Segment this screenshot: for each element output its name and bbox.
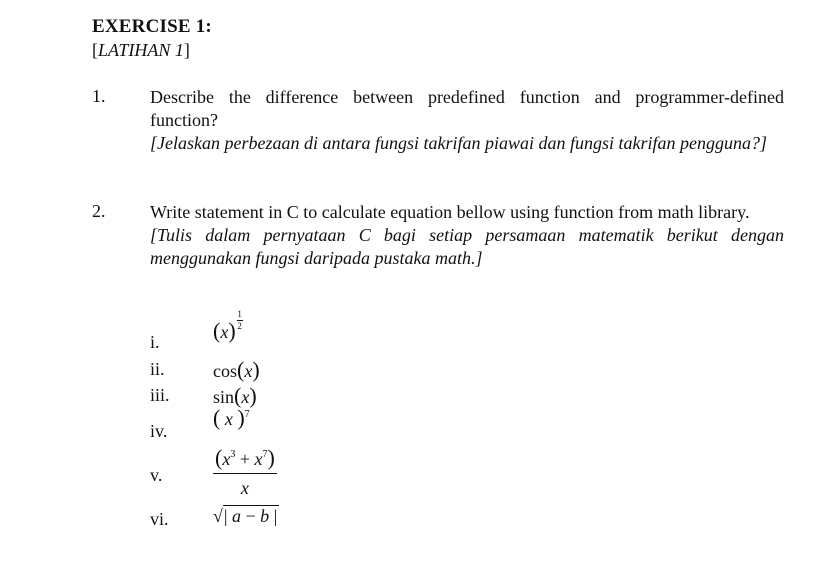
question-2-translation: [Tulis dalam pernyataan C bagi setiap persamaan matematik berikut dengan menggunakan fungsi daripada pustaka math.] (150, 225, 784, 268)
expr-v-exp1: 3 (230, 449, 236, 460)
exp-denominator: 2 (237, 321, 242, 331)
expr-i-exponent (237, 310, 243, 331)
expr-iv-exponent: 7 (244, 409, 250, 420)
subtitle-close-bracket: ] (183, 40, 190, 60)
expr-vi-a: a (232, 506, 241, 526)
expr-v-term2: x (254, 449, 263, 469)
exp-numerator: 1 (237, 309, 242, 319)
expr-vi-radicand: | a − b | (223, 506, 278, 526)
question-2-number: 2. (92, 201, 106, 221)
expr-v-fraction (213, 445, 277, 499)
subtitle-open-bracket: [ (92, 40, 98, 60)
expr-v-term1: x (222, 449, 231, 469)
expr-v-denominator (213, 474, 277, 499)
expr-v (213, 445, 277, 499)
expr-iv: ( x )$^7$ (213, 405, 250, 430)
expr-ii-arg: x (244, 361, 253, 381)
question-1 (150, 86, 784, 155)
sub-item-label-iii: iii. (150, 385, 170, 405)
expr-ii: cos(x) (213, 357, 260, 382)
exercise-title: EXERCISE 1: (92, 16, 212, 37)
sub-item-label-iv: iv. (150, 421, 168, 441)
question-1-text: Describe the difference between predefined function and programmer-defined function? (150, 87, 784, 130)
sub-item-label-ii: ii. (150, 359, 165, 379)
sub-item-label-i: i. (150, 332, 160, 352)
expr-i: $(x)\frac{1}{2}$ (213, 309, 242, 343)
expr-iii-func: sin (213, 387, 235, 407)
sqrt-icon: √ (213, 506, 223, 526)
sub-item-label-v: v. (150, 465, 163, 485)
expr-v-numerator: $(x^3 + x^7)$ (213, 445, 277, 474)
exercise-subtitle (92, 40, 190, 61)
expr-vi (213, 505, 279, 527)
expr-ii-func: cos (213, 361, 237, 381)
question-2 (150, 201, 784, 270)
subtitle-text: LATIHAN 1 (98, 40, 184, 60)
question-1-number: 1. (92, 86, 106, 106)
sub-item-label-vi: vi. (150, 509, 169, 529)
expr-vi-operator: − (245, 506, 256, 526)
expr-i-base: x (220, 322, 229, 342)
expr-v-exp2: 7 (262, 449, 268, 460)
question-1-translation: [Jelaskan perbezaan di antara fungsi takrifan piawai dan fungsi takrifan pengguna?] (150, 133, 767, 153)
expr-iv-base: x (224, 409, 233, 429)
expr-iii: sin(x) (213, 383, 257, 408)
expr-v-denominator-var: x (240, 478, 249, 498)
expr-vi-b: b (260, 506, 270, 526)
question-2-text: Write statement in C to calculate equation bellow using function from math library. (150, 202, 750, 222)
expr-v-operator: + (239, 449, 250, 469)
expr-iii-arg: x (241, 387, 250, 407)
